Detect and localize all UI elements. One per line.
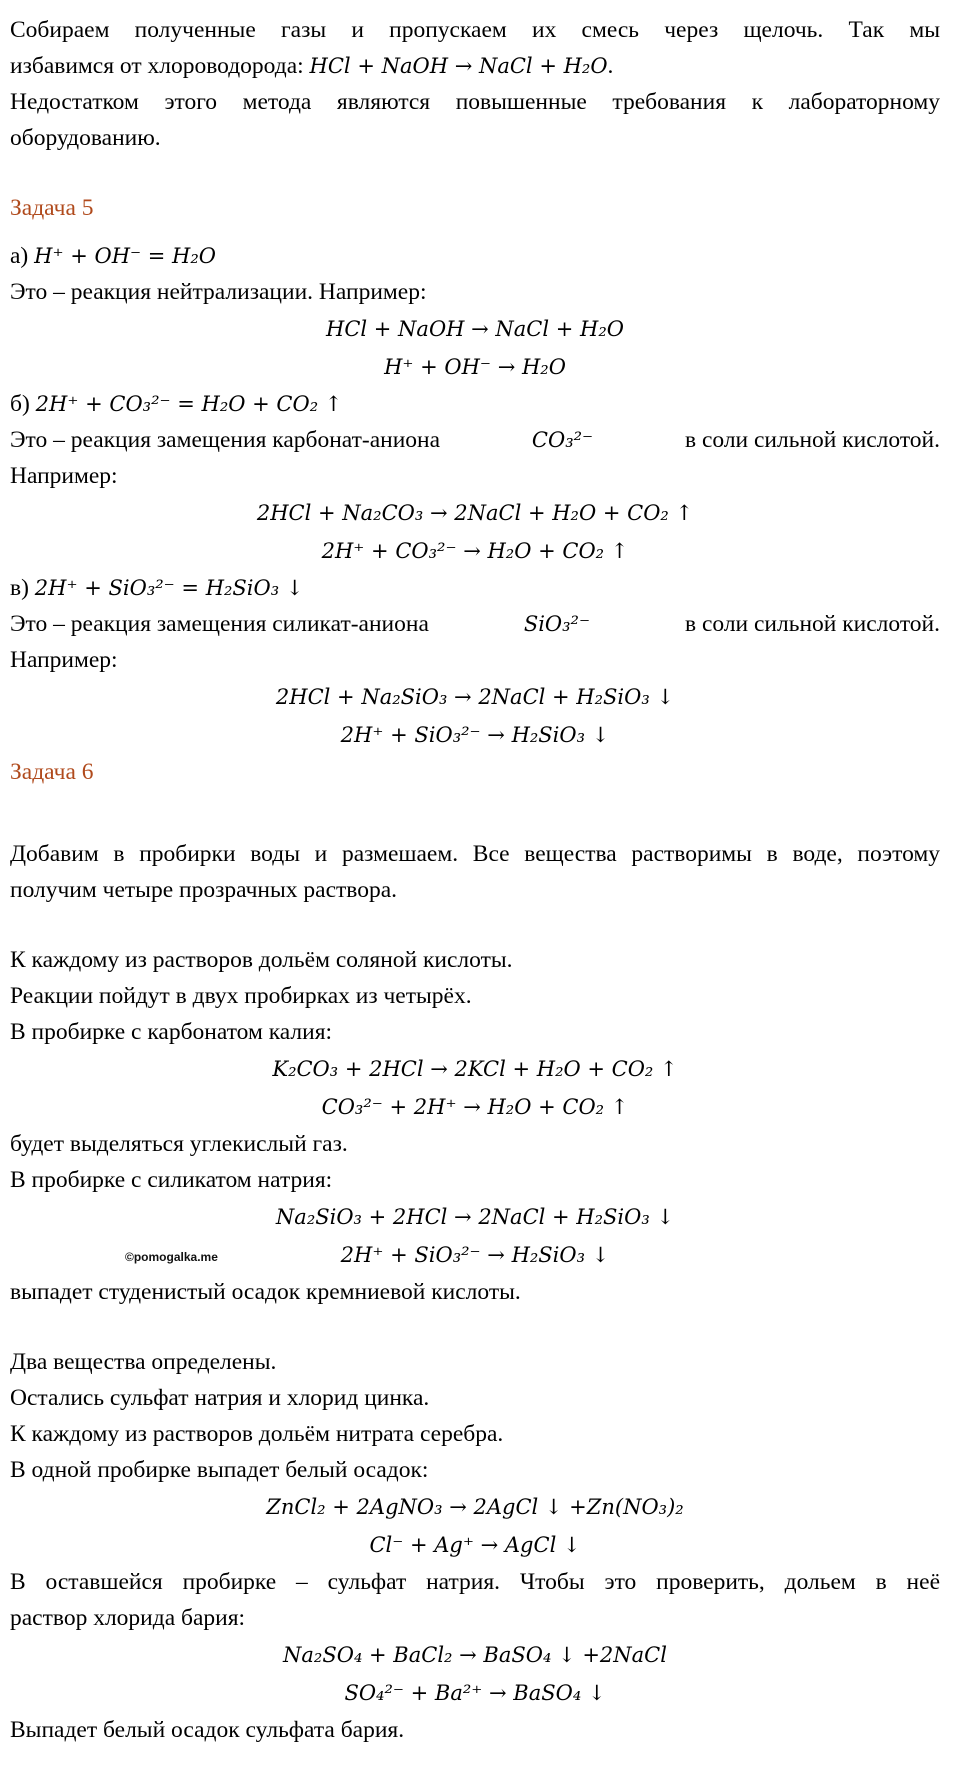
document-page [10, 12, 940, 1748]
task5-b-example-1: 2HCl + Na₂CO₃ → 2NaCl + H₂O + CO₂ ↑ [256, 501, 694, 525]
intro-equation: HCl + NaOH → NaCl + H₂O [309, 54, 608, 78]
task5-b-text-3: Например: [10, 463, 118, 489]
intro-line-2-end: . [607, 53, 614, 79]
task6-equation-8: SO₄²⁻ + Ba²⁺ → BaSO₄ ↓ [344, 1681, 606, 1705]
task6-para-11: К каждому из растворов дольём нитрата серебра. [10, 1421, 504, 1447]
task5-a-example-1: HCl + NaOH → NaCl + H₂O [326, 317, 624, 341]
task5-a-label: а) [10, 243, 35, 269]
task5-c-line [10, 570, 940, 606]
task5-a-equation: H⁺ + OH⁻ = H₂O [34, 244, 216, 268]
task6-para-15: Выпадет белый осадок сульфата бария. [10, 1717, 405, 1743]
task5-b-text-line [10, 422, 940, 458]
task5-c-label: в) [10, 575, 35, 601]
intro-line-1: Собираем полученные газы и пропускаем их смесь через щелочь. Так мы [10, 17, 940, 43]
task5-b-line [10, 386, 940, 422]
task6-equation-3: Na₂SiO₃ + 2HCl → 2NaCl + H₂SiO₃ ↓ [275, 1205, 675, 1229]
task5-b-text-2: в соли сильной кислотой. [684, 427, 940, 453]
task5-c-example-1: 2HCl + Na₂SiO₃ → 2NaCl + H₂SiO₃ ↓ [275, 685, 675, 709]
task5-heading: Задача 5 [10, 195, 94, 221]
task6-para-3: К каждому из растворов дольём соляной кислоты. [10, 947, 513, 973]
task5-b-example-2: 2H⁺ + CO₃²⁻ → H₂O + CO₂ ↑ [321, 539, 629, 563]
task6-para-6: будет выделяться углекислый газ. [10, 1131, 348, 1157]
task5-a-line [10, 238, 940, 274]
task6-equation-1: K₂CO₃ + 2HCl → 2KCl + H₂O + CO₂ ↑ [272, 1057, 678, 1081]
task5-c-text-1: Это – реакция замещения силикат-аниона [10, 611, 429, 637]
task6-equation-7: Na₂SO₄ + BaCl₂ → BaSO₄ ↓ +2NaCl [283, 1643, 667, 1667]
task5-b-text-1: Это – реакция замещения карбонат-аниона [10, 427, 441, 453]
task5-c-equation: 2H⁺ + SiO₃²⁻ = H₂SiO₃ ↓ [34, 576, 304, 600]
task6-para-4: Реакции пойдут в двух пробирках из четырёх. [10, 983, 472, 1009]
intro-line-2 [10, 48, 940, 84]
task6-para-1: Добавим в пробирки воды и размешаем. Все вещества растворимы в воде, поэтому [10, 841, 940, 867]
task6-para-7: В пробирке с силикатом натрия: [10, 1167, 333, 1193]
intro-line-2-text: избавимся от хлороводорода: [10, 53, 310, 79]
task5-b-equation: 2H⁺ + CO₃²⁻ = H₂O + CO₂ ↑ [35, 392, 343, 416]
task6-para-13: В оставшейся пробирке – сульфат натрия. Чтобы это проверить, дольем в неё [10, 1569, 940, 1595]
task5-c-text-2: в соли сильной кислотой. [684, 611, 940, 637]
intro-line-4: оборудованию. [10, 125, 161, 151]
task6-para-12: В одной пробирке выпадет белый осадок: [10, 1457, 429, 1483]
task5-c-example-2: 2H⁺ + SiO₃²⁻ → H₂SiO₃ ↓ [340, 723, 610, 747]
task6-para-2: получим четыре прозрачных раствора. [10, 877, 398, 903]
task6-equation-5: ZnCl₂ + 2AgNO₃ → 2AgCl ↓ +Zn(NO₃)₂ [266, 1495, 684, 1519]
task5-b-label: б) [10, 391, 36, 417]
task5-a-text: Это – реакция нейтрализации. Например: [10, 279, 427, 305]
task6-para-5: В пробирке с карбонатом калия: [10, 1019, 333, 1045]
task5-c-text-3: Например: [10, 647, 118, 673]
task6-para-8: выпадет студенистый осадок кремниевой кислоты. [10, 1279, 521, 1305]
task5-a-example-2: H⁺ + OH⁻ → H₂O [384, 355, 566, 379]
watermark-text: ©pomogalka.me [125, 1250, 218, 1264]
task5-c-text-line [10, 606, 940, 642]
task5-c-ion: SiO₃²⁻ [523, 612, 591, 636]
task6-para-14: раствор хлорида бария: [10, 1605, 246, 1631]
task6-equation-4: 2H⁺ + SiO₃²⁻ → H₂SiO₃ ↓ [340, 1243, 610, 1267]
task6-para-9: Два вещества определены. [10, 1349, 277, 1375]
task5-b-ion: CO₃²⁻ [531, 428, 594, 452]
task6-equation-6: Cl⁻ + Ag⁺ → AgCl ↓ [369, 1533, 581, 1557]
intro-line-3: Недостатком этого метода являются повышенные требования к лабораторному [10, 89, 940, 115]
task6-para-10: Остались сульфат натрия и хлорид цинка. [10, 1385, 430, 1411]
task6-heading: Задача 6 [10, 759, 94, 785]
task6-equation-2: CO₃²⁻ + 2H⁺ → H₂O + CO₂ ↑ [321, 1095, 629, 1119]
